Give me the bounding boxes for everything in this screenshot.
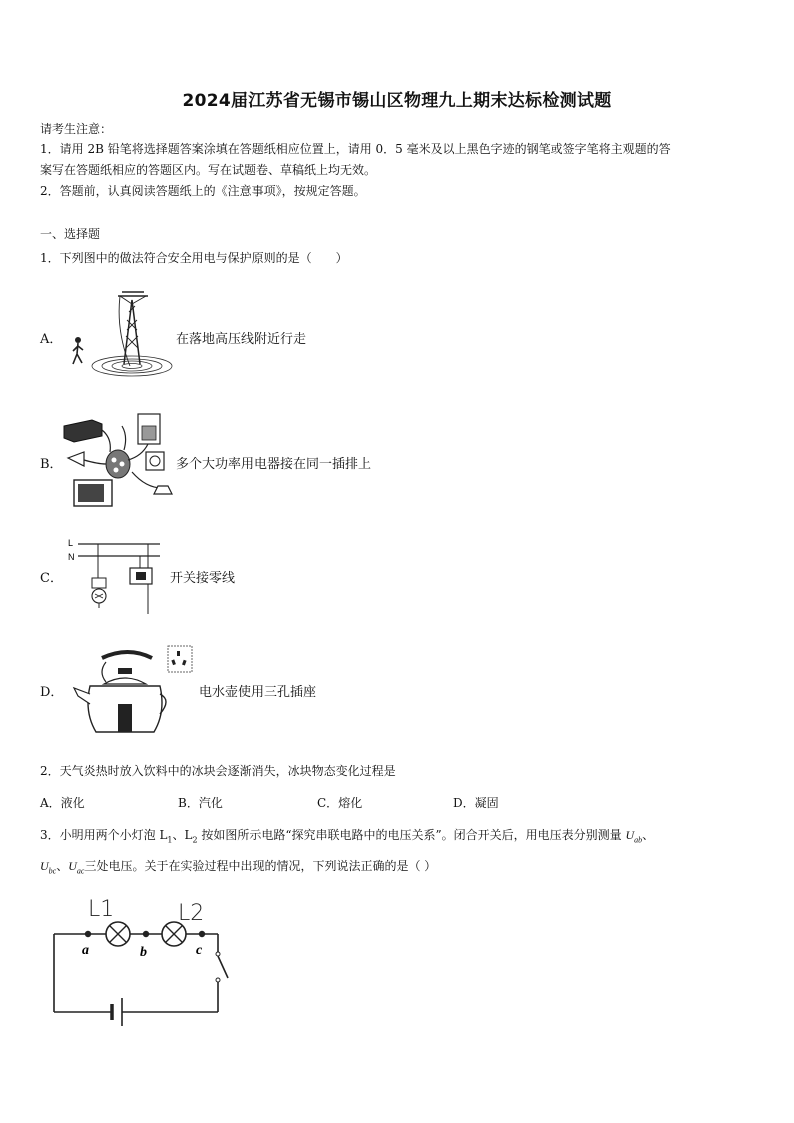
switch: [218, 956, 228, 978]
option-d-label: D．: [40, 685, 64, 700]
question-3-stem-line1: 3．小明用两个小灯泡 $L_1$、$L_2$ 按如图所示电路“探究串联电路中的电压关系”。闭合开关后，用电压表分别测量 $U_{ab}$、: [40, 828, 655, 845]
q2-option-d: D．凝固: [453, 796, 499, 810]
section-heading: 一、选择题: [40, 227, 101, 241]
lamp-2-label: L2: [178, 901, 205, 926]
question-3-stem-line2: $U_{bc}$、$U_{ac}$三处电压。关于在实验过程中出现的情况，下列说法正确的是（ ）: [40, 859, 437, 876]
node-c-label: c: [196, 943, 203, 958]
switch-circuit-figure: [64, 534, 168, 618]
kettle-figure: [68, 642, 196, 742]
power-tower-figure: [64, 286, 174, 384]
question-2-stem: 2．天气炎热时放入饮料中的冰块会逐渐消失，冰块物态变化过程是: [40, 764, 396, 778]
option-c-label: C．: [40, 571, 63, 586]
notice-line-1a: 1．请用 2B 铅笔将选择题答案涂填在答题纸相应位置上，请用 0．5 毫米及以上黑色字迹的钢笔或签字笔将主观题的答: [40, 142, 671, 156]
q2-option-b: B．汽化: [178, 796, 223, 810]
option-b-text: 多个大功率用电器接在同一插排上: [176, 457, 372, 472]
series-circuit-figure: [50, 888, 240, 1030]
option-d-text: 电水壶使用三孔插座: [199, 685, 317, 700]
live-wire-label: L: [68, 538, 74, 548]
question-1-stem: 1．下列图中的做法符合安全用电与保护原则的是（ ）: [40, 251, 348, 265]
option-b-label: B．: [40, 457, 63, 472]
option-c-text: 开关接零线: [170, 571, 236, 586]
node-b-label: b: [140, 945, 147, 960]
neutral-wire-label: N: [68, 552, 75, 562]
q2-option-c: C．熔化: [317, 796, 363, 810]
notice-header: 请考生注意：: [40, 122, 113, 136]
page-title: 2024届江苏省无锡市锡山区物理九上期末达标检测试题: [182, 91, 612, 111]
node-a-label: a: [82, 943, 89, 958]
option-a-text: 在落地高压线附近行走: [176, 332, 307, 347]
notice-line-1b: 案写在答题纸相应的答题区内。写在试题卷、草稿纸上均无效。: [40, 163, 377, 177]
lamp-1-label: L1: [88, 897, 115, 922]
appliances-figure: [62, 408, 178, 510]
option-a-label: A．: [40, 332, 63, 347]
notice-line-2: 2．答题前，认真阅读答题纸上的《注意事项》，按规定答题。: [40, 184, 366, 198]
q2-option-a: A．液化: [40, 796, 85, 810]
